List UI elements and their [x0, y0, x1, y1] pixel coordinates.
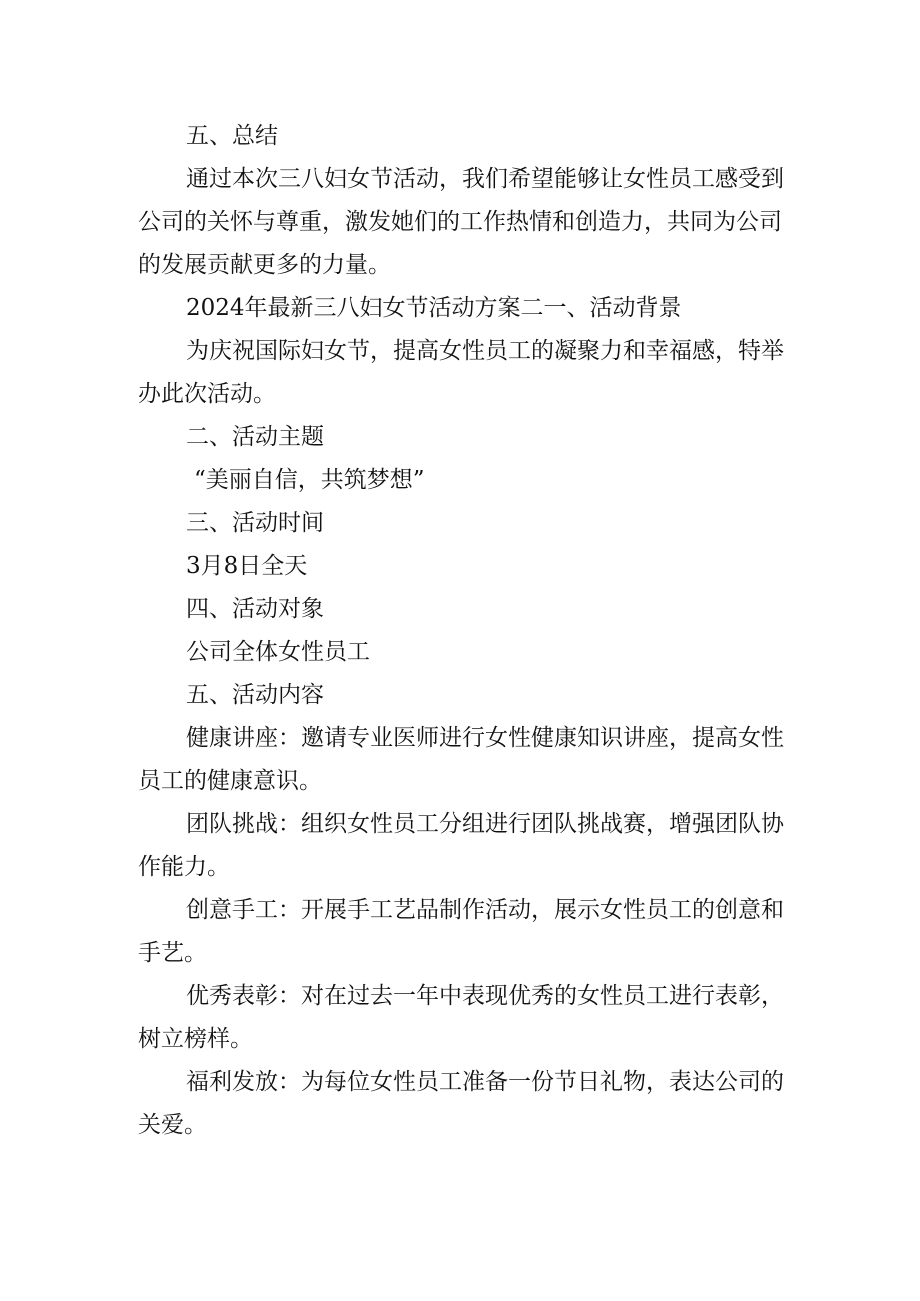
content-item-team-challenge: 团队挑战：组织女性员工分组进行团队挑战赛，增强团队协作能力。: [138, 811, 784, 880]
plan-title-background: 2024年最新三八妇女节活动方案二一、活动背景: [186, 295, 682, 321]
theme-text: “美丽自信，共筑梦想”: [194, 467, 425, 493]
heading-content: 五、活动内容: [186, 682, 324, 708]
time-text: 3月8日全天: [186, 553, 308, 579]
content-item-health-lecture: 健康讲座：邀请专业医师进行女性健康知识讲座，提高女性员工的健康意识。: [138, 725, 784, 794]
content-item-creative-handcraft: 创意手工：开展手工艺品制作活动，展示女性员工的创意和手艺。: [138, 897, 784, 966]
heading-time: 三、活动时间: [186, 510, 324, 536]
heading-audience: 四、活动对象: [186, 596, 324, 622]
content-item-benefit-distribution: 福利发放：为每位女性员工准备一份节日礼物，表达公司的关爱。: [138, 1069, 784, 1138]
summary-paragraph: 通过本次三八妇女节活动，我们希望能够让女性员工感受到公司的关怀与尊重，激发她们的工作热情和创造力，共同为公司的发展贡献更多的力量。: [138, 166, 784, 278]
document-body: [138, 115, 788, 1147]
heading-summary: 五、总结: [186, 123, 278, 149]
audience-text: 公司全体女性员工: [186, 639, 370, 665]
heading-theme: 二、活动主题: [186, 424, 324, 450]
content-item-excellence-award: 优秀表彰：对在过去一年中表现优秀的女性员工进行表彰，树立榜样。: [138, 983, 784, 1052]
background-paragraph: 为庆祝国际妇女节，提高女性员工的凝聚力和幸福感，特举办此次活动。: [138, 338, 784, 407]
